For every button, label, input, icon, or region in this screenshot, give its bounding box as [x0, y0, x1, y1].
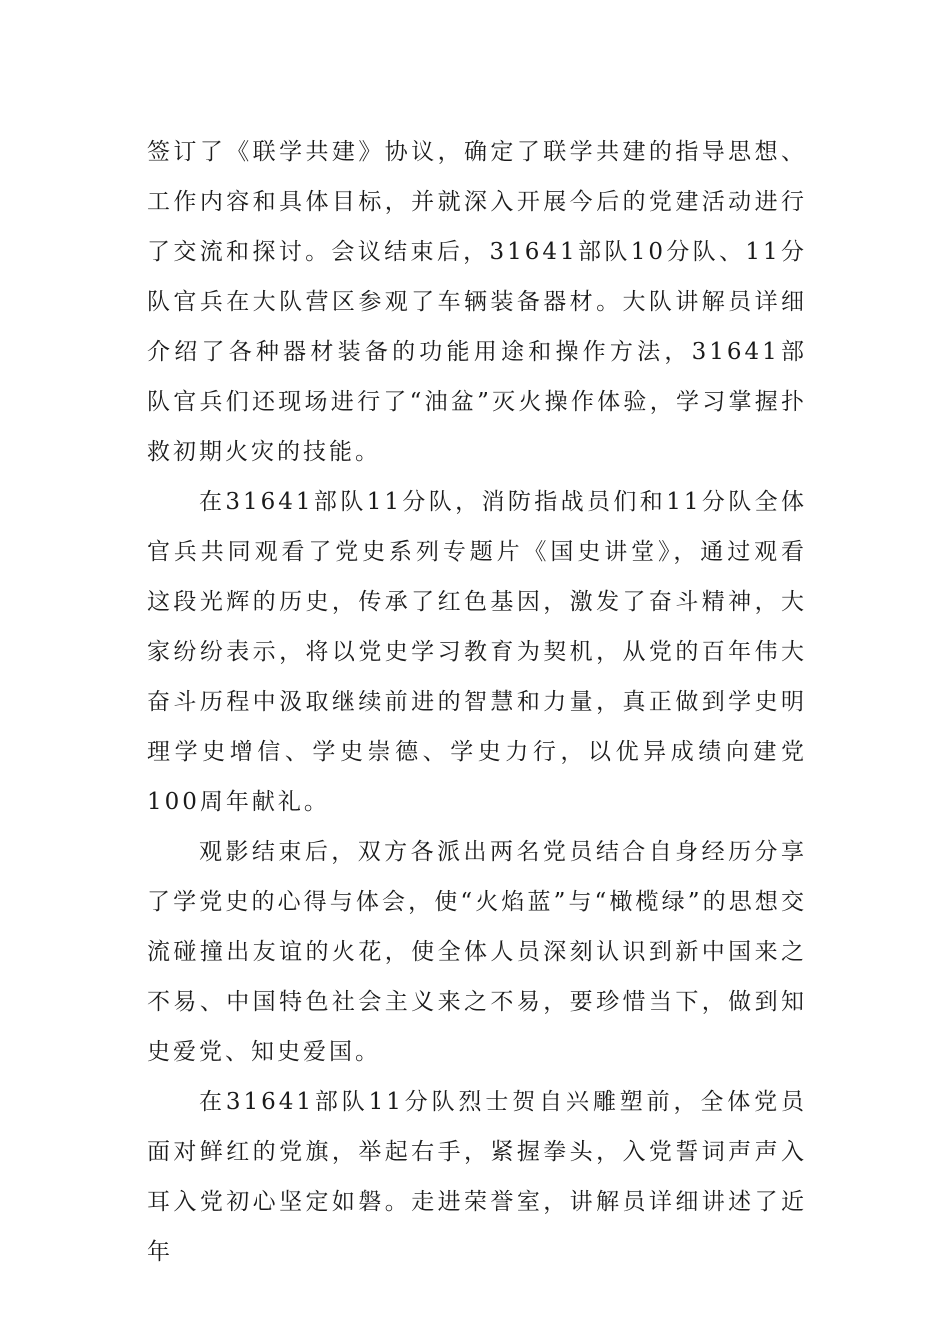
paragraph-4: 在31641部队11分队烈士贺自兴雕塑前，全体党员面对鲜红的党旗，举起右手，紧握拳头，入党誓词声声入耳入党初心坚定如磐。走进荣誉室，讲解员详细讲述了近年: [147, 1089, 807, 1265]
paragraph-3: 观影结束后，双方各派出两名党员结合自身经历分享了学党史的心得与体会，使“火焰蓝”与“橄榄绿”的思想交流碰撞出友谊的火花，使全体人员深刻认识到新中国来之不易、中国特色社会主义来之不易，要珍惜当下，做到知史爱党、知史爱国。: [147, 839, 807, 1065]
paragraph-2: 在31641部队11分队，消防指战员们和11分队全体官兵共同观看了党史系列专题片《国史讲堂》，通过观看这段光辉的历史，传承了红色基因，激发了奋斗精神，大家纷纷表示，将以党史学习教育为契机，从党的百年伟大奋斗历程中汲取继续前进的智慧和力量，真正做到学史明理学史增信、学史崇德、学史力行，以优异成绩向建党100周年献礼。: [147, 489, 807, 815]
paragraph-1: 签订了《联学共建》协议，确定了联学共建的指导思想、工作内容和具体目标，并就深入开展今后的党建活动进行了交流和探讨。会议结束后，31641部队10分队、11分队官兵在大队营区参观了车辆装备器材。大队讲解员详细介绍了各种器材装备的功能用途和操作方法，31641部队官兵们还现场进行了“油盆”灭火操作体验，学习掌握扑救初期火灾的技能。: [147, 139, 807, 465]
document-body: [147, 127, 807, 1277]
